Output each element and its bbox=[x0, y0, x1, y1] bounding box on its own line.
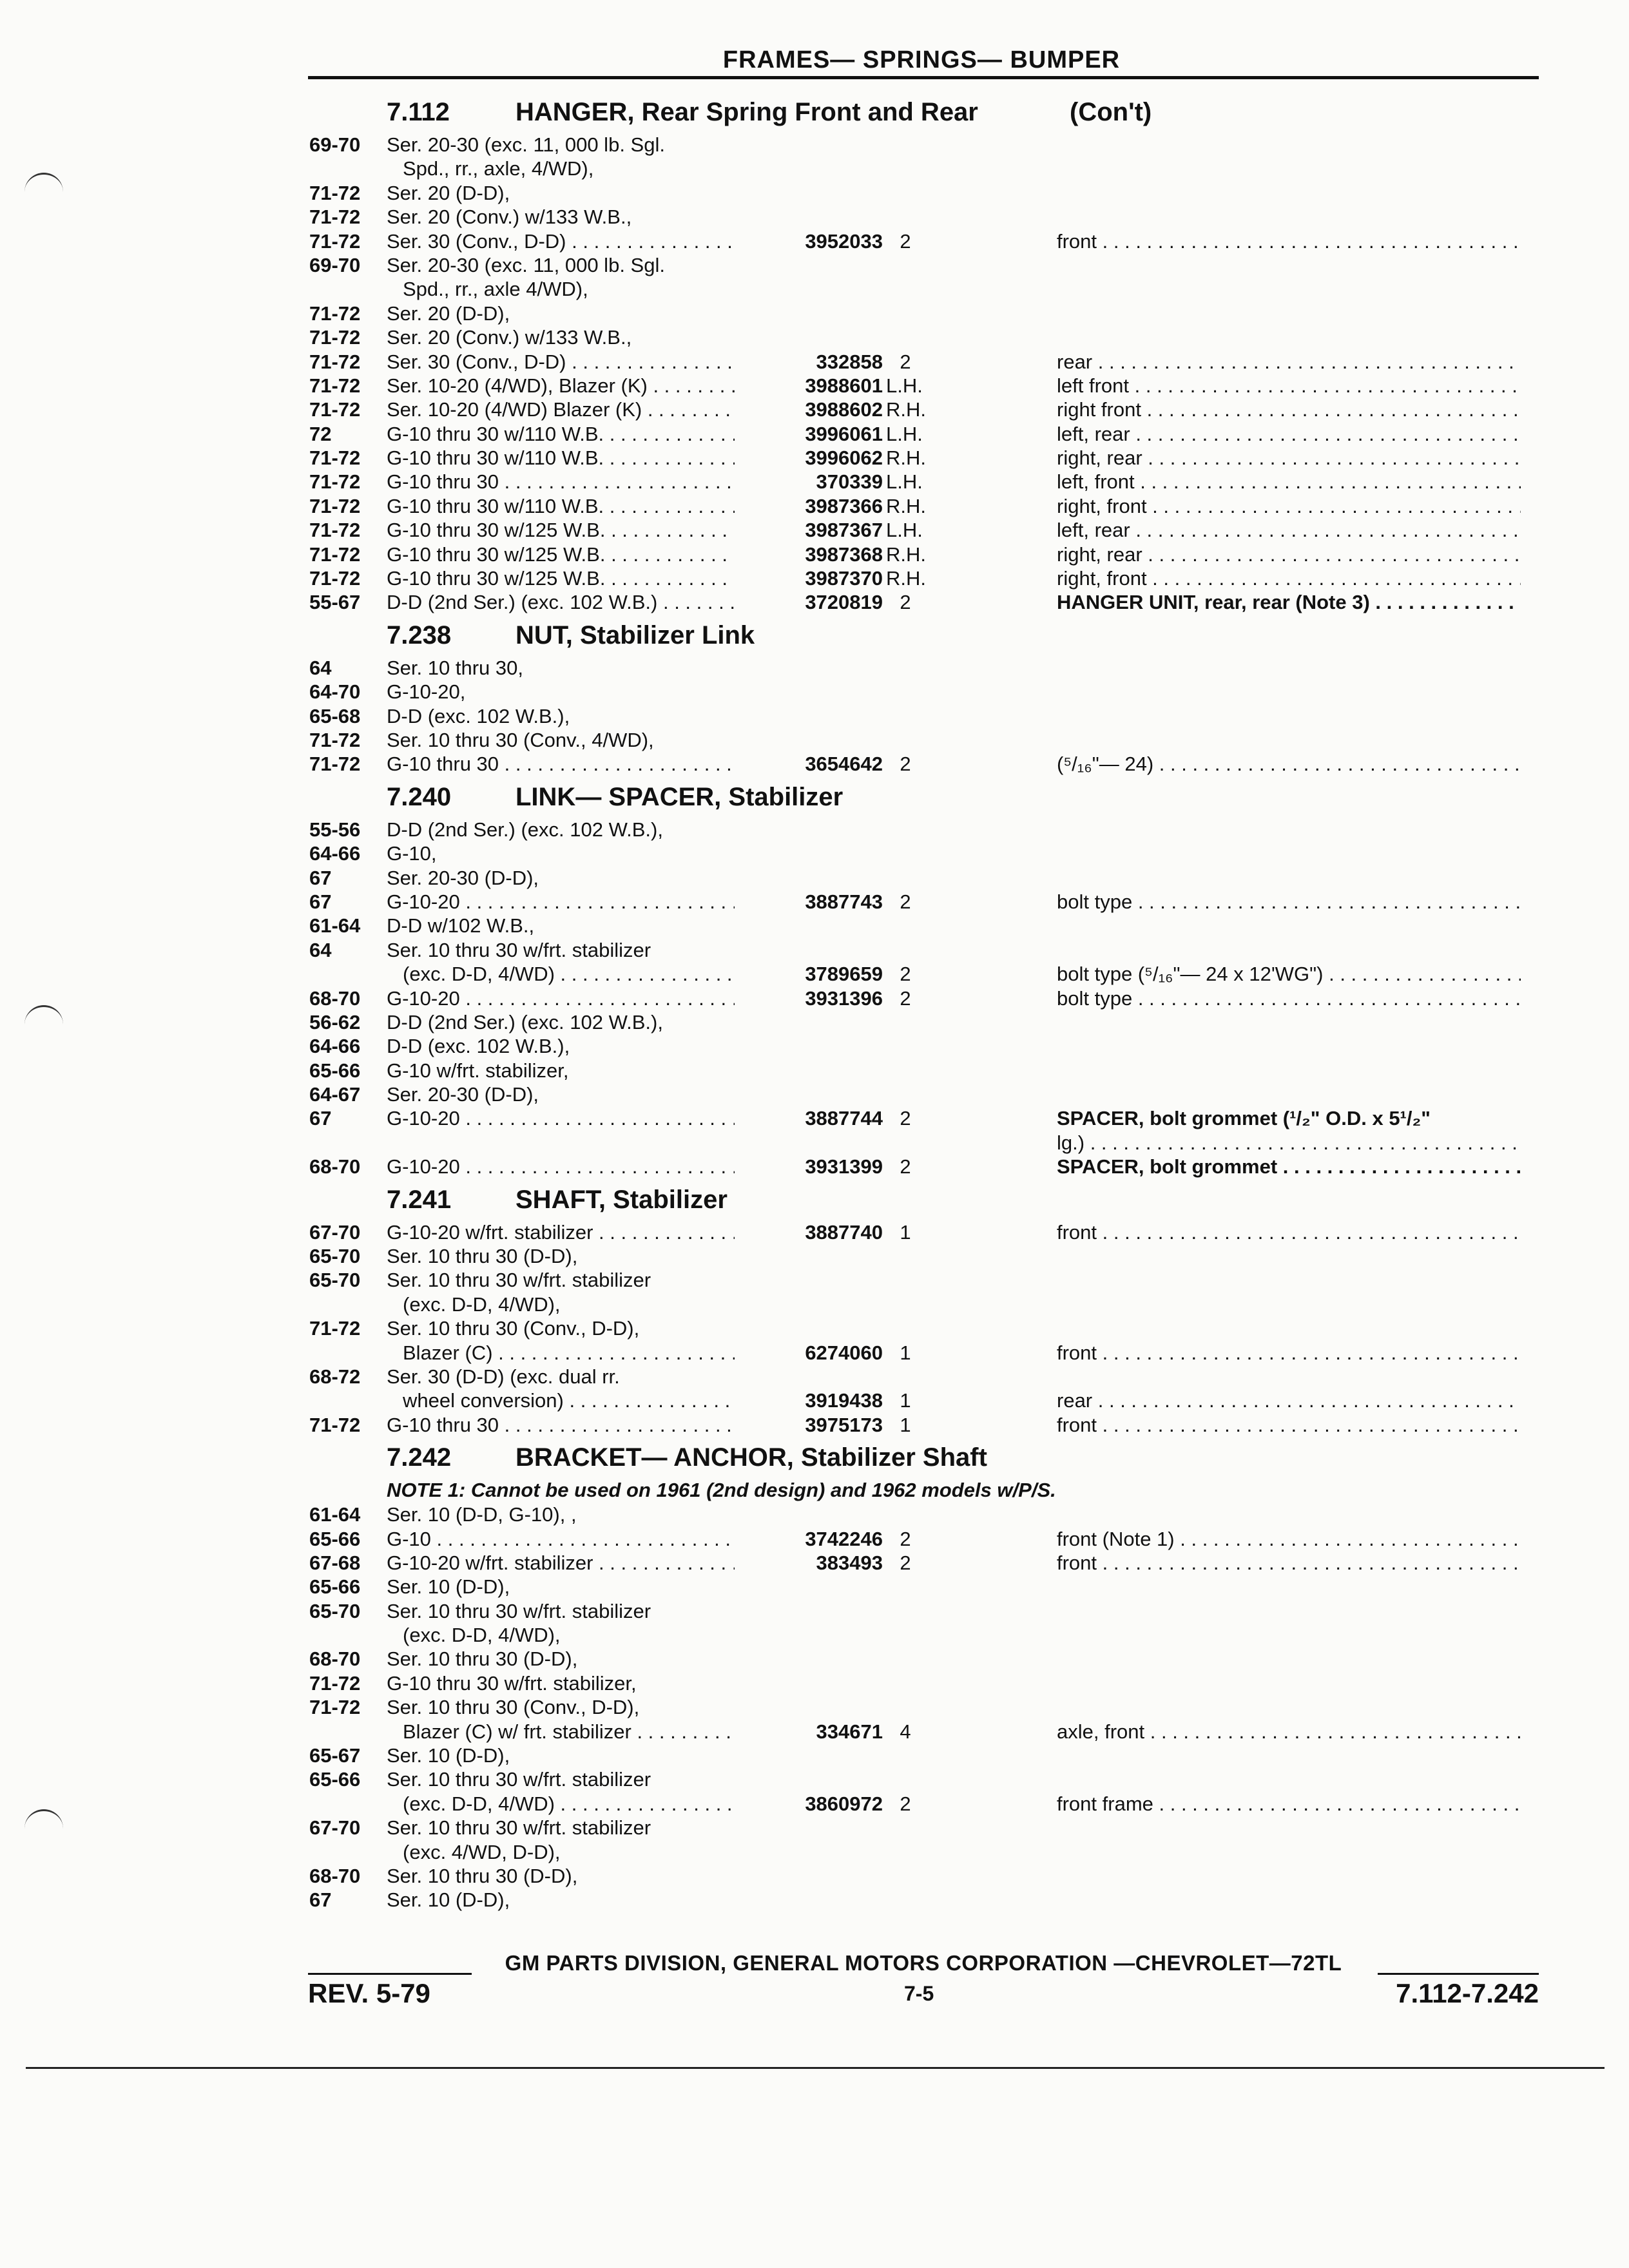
model-years: 71-72 bbox=[309, 567, 361, 590]
section-heading bbox=[0, 1179, 1629, 1220]
application-description: G-10 thru 30 w/125 W.B. . . . bbox=[387, 543, 735, 566]
parts-row bbox=[0, 374, 1629, 398]
application-description: D-D (2nd Ser.) (exc. 102 W.B.) . . . bbox=[387, 590, 735, 614]
quantity: 1 bbox=[900, 1220, 911, 1244]
remarks: bolt type . . . bbox=[1057, 890, 1521, 914]
application-description: G-10-20, bbox=[387, 680, 466, 704]
parts-row bbox=[0, 1744, 1629, 1767]
section-heading bbox=[0, 615, 1629, 656]
parts-row bbox=[0, 1527, 1629, 1551]
quantity: 4 bbox=[900, 1720, 911, 1743]
model-years: 65-70 bbox=[309, 1269, 361, 1292]
parts-row bbox=[0, 1671, 1629, 1695]
parts-row bbox=[0, 253, 1629, 277]
parts-row bbox=[0, 1155, 1629, 1178]
part-number: 3996061 bbox=[805, 422, 883, 445]
parts-row bbox=[0, 229, 1629, 253]
parts-row bbox=[0, 728, 1629, 752]
parts-row bbox=[0, 494, 1629, 518]
parts-row bbox=[0, 1840, 1629, 1864]
side-designation: L.H. bbox=[886, 519, 923, 542]
application-description: Ser. 10 thru 30 (D-D), bbox=[387, 1245, 578, 1268]
side-designation: R.H. bbox=[886, 543, 926, 566]
section-number: 7.241 bbox=[387, 1185, 452, 1214]
application-description: (exc. D-D, 4/WD) . . . bbox=[403, 962, 735, 986]
model-years: 72 bbox=[309, 422, 332, 445]
parts-row bbox=[0, 1293, 1629, 1316]
model-years: 65-68 bbox=[309, 704, 361, 727]
part-number: 3987366 bbox=[805, 494, 883, 517]
parts-row bbox=[0, 1341, 1629, 1365]
quantity: 2 bbox=[900, 890, 911, 913]
quantity: 2 bbox=[900, 1107, 911, 1130]
application-description: G-10, bbox=[387, 842, 437, 865]
application-description: (exc. 4/WD, D-D), bbox=[403, 1840, 561, 1863]
model-years: 65-66 bbox=[309, 1527, 361, 1550]
remarks: bolt type . . . bbox=[1057, 986, 1521, 1010]
remarks: axle, front . . . bbox=[1057, 1720, 1521, 1744]
part-number: 3789659 bbox=[805, 963, 883, 986]
parts-row bbox=[0, 841, 1629, 865]
model-years: 71-72 bbox=[309, 494, 361, 517]
quantity: 1 bbox=[900, 1389, 911, 1412]
section-number: 7.112 bbox=[387, 98, 450, 126]
quantity: 2 bbox=[900, 229, 911, 253]
model-years: 67 bbox=[309, 1888, 332, 1912]
parts-row bbox=[0, 1792, 1629, 1816]
model-years: 67-68 bbox=[309, 1551, 361, 1574]
side-designation: L.H. bbox=[886, 422, 923, 445]
parts-row bbox=[0, 590, 1629, 614]
model-years: 61-64 bbox=[309, 1503, 361, 1526]
application-description: G-10-20 . . . bbox=[387, 986, 735, 1010]
note-text: NOTE 1: Cannot be used on 1961 (2nd design) and 1962 models w/P/S. bbox=[387, 1479, 1056, 1502]
parts-row bbox=[0, 704, 1629, 728]
application-description: G-10-20 . . . bbox=[387, 1155, 735, 1178]
model-years: 65-66 bbox=[309, 1059, 361, 1082]
remarks: front . . . bbox=[1057, 1220, 1521, 1244]
application-description: Ser. 10 (D-D), bbox=[387, 1744, 510, 1767]
remarks: front frame . . . bbox=[1057, 1792, 1521, 1816]
model-years: 71-72 bbox=[309, 350, 361, 373]
application-description: G-10 thru 30 w/frt. stabilizer, bbox=[387, 1671, 637, 1695]
part-number: 3988602 bbox=[805, 398, 883, 421]
application-description: G-10 thru 30 . . . bbox=[387, 470, 735, 494]
parts-row bbox=[0, 1389, 1629, 1412]
model-years: 65-67 bbox=[309, 1744, 361, 1767]
section-heading bbox=[0, 776, 1629, 818]
remarks: bolt type (⁵/₁₆"— 24 x 12'WG") . . . bbox=[1057, 962, 1521, 986]
model-years: 67 bbox=[309, 890, 332, 913]
remarks: front . . . bbox=[1057, 1551, 1521, 1575]
model-years: 71-72 bbox=[309, 374, 361, 397]
application-description: Ser. 10 (D-D), bbox=[387, 1575, 510, 1599]
application-description: G-10 w/frt. stabilizer, bbox=[387, 1059, 569, 1082]
application-description: Spd., rr., axle, 4/WD), bbox=[403, 157, 594, 180]
section-title: BRACKET— ANCHOR, Stabilizer Shaft bbox=[516, 1443, 987, 1472]
section-title: NUT, Stabilizer Link bbox=[516, 620, 755, 649]
model-years: 68-70 bbox=[309, 1865, 361, 1887]
parts-row bbox=[0, 470, 1629, 494]
part-number: 334671 bbox=[816, 1720, 883, 1743]
parts-row bbox=[0, 1623, 1629, 1647]
model-years: 61-64 bbox=[309, 914, 361, 937]
part-number: 3742246 bbox=[805, 1527, 883, 1550]
application-description: Blazer (C) . . . bbox=[403, 1341, 735, 1365]
application-description: Ser. 10 thru 30 w/frt. stabilizer bbox=[387, 938, 651, 961]
application-description: G-10 thru 30 . . . bbox=[387, 1413, 735, 1437]
quantity: 2 bbox=[900, 753, 911, 776]
model-years: 71-72 bbox=[309, 229, 361, 253]
application-description: (exc. D-D, 4/WD), bbox=[403, 1624, 561, 1647]
parts-row bbox=[0, 1244, 1629, 1268]
model-years: 71-72 bbox=[309, 1317, 361, 1340]
model-years: 68-70 bbox=[309, 1648, 361, 1671]
part-number: 3887740 bbox=[805, 1220, 883, 1244]
parts-row bbox=[0, 1413, 1629, 1437]
quantity: 2 bbox=[900, 1155, 911, 1178]
application-description: Ser. 30 (Conv., D-D) . . . bbox=[387, 350, 735, 374]
parts-row bbox=[0, 1767, 1629, 1791]
application-description: Blazer (C) w/ frt. stabilizer . . . bbox=[403, 1720, 735, 1744]
parts-row bbox=[0, 398, 1629, 421]
remarks: right, front . . . bbox=[1057, 566, 1521, 590]
model-years: 71-72 bbox=[309, 398, 361, 421]
section-heading bbox=[0, 91, 1629, 133]
model-years: 71-72 bbox=[309, 753, 361, 776]
model-years: 67 bbox=[309, 866, 332, 889]
application-description: Ser. 10 thru 30, bbox=[387, 656, 523, 679]
page-header: FRAMES— SPRINGS— BUMPER bbox=[722, 46, 1121, 73]
part-number: 3860972 bbox=[805, 1792, 883, 1815]
parts-row bbox=[0, 1268, 1629, 1292]
application-description: Ser. 10 thru 30 (D-D), bbox=[387, 1865, 578, 1887]
part-number: 3988601 bbox=[805, 374, 883, 397]
part-number: 3654642 bbox=[805, 753, 883, 776]
section-heading bbox=[0, 1437, 1629, 1478]
application-description: Ser. 30 (Conv., D-D) . . . bbox=[387, 229, 735, 253]
model-years: 64-67 bbox=[309, 1083, 361, 1106]
parts-row bbox=[0, 656, 1629, 680]
application-description: Ser. 10-20 (4/WD), Blazer (K) . . . bbox=[387, 374, 735, 398]
model-years: 65-70 bbox=[309, 1245, 361, 1268]
model-years: 71-72 bbox=[309, 519, 361, 542]
part-number: 3887743 bbox=[805, 890, 883, 913]
application-description: D-D (2nd Ser.) (exc. 102 W.B.), bbox=[387, 818, 663, 841]
section-number: 7.242 bbox=[387, 1443, 452, 1472]
parts-row bbox=[0, 1010, 1629, 1034]
remarks: lg.) . . . bbox=[1057, 1131, 1521, 1155]
parts-row bbox=[0, 890, 1629, 914]
model-years: 68-70 bbox=[309, 1155, 361, 1178]
parts-row bbox=[0, 446, 1629, 470]
part-number: 383493 bbox=[816, 1551, 883, 1574]
parts-row bbox=[0, 518, 1629, 542]
application-description: D-D w/102 W.B., bbox=[387, 914, 535, 937]
application-description: Ser. 10 (D-D), bbox=[387, 1888, 510, 1912]
application-description: Ser. 10 thru 30 w/frt. stabilizer bbox=[387, 1816, 651, 1840]
quantity: 2 bbox=[900, 591, 911, 614]
part-number: 3931399 bbox=[805, 1155, 883, 1178]
model-years: 69-70 bbox=[309, 253, 361, 276]
remarks: left, front . . . bbox=[1057, 470, 1521, 494]
application-description: Ser. 20 (D-D), bbox=[387, 181, 510, 204]
application-description: Ser. 10 thru 30 w/frt. stabilizer bbox=[387, 1269, 651, 1292]
application-description: wheel conversion) . . . bbox=[403, 1389, 735, 1412]
model-years: 67-70 bbox=[309, 1220, 361, 1244]
part-number: 3987370 bbox=[805, 567, 883, 590]
parts-row bbox=[0, 1316, 1629, 1340]
parts-row bbox=[0, 1816, 1629, 1840]
parts-row bbox=[0, 422, 1629, 446]
parts-row bbox=[0, 1503, 1629, 1526]
parts-row bbox=[0, 752, 1629, 776]
remarks: left, rear . . . bbox=[1057, 422, 1521, 446]
application-description: D-D (2nd Ser.) (exc. 102 W.B.), bbox=[387, 1010, 663, 1033]
application-description: Ser. 20-30 (D-D), bbox=[387, 1083, 539, 1106]
model-years: 64-70 bbox=[309, 680, 361, 704]
application-description: (exc. D-D, 4/WD), bbox=[403, 1293, 561, 1316]
application-description: Ser. 30 (D-D) (exc. dual rr. bbox=[387, 1365, 620, 1388]
application-description: D-D (exc. 102 W.B.), bbox=[387, 1035, 570, 1058]
application-description: G-10 thru 30 w/110 W.B. . . . bbox=[387, 446, 735, 470]
model-years: 64 bbox=[309, 938, 332, 961]
application-description: G-10-20 . . . bbox=[387, 890, 735, 914]
model-years: 69-70 bbox=[309, 133, 361, 156]
parts-row bbox=[0, 1551, 1629, 1575]
remarks: rear . . . bbox=[1057, 350, 1521, 374]
page-footer bbox=[308, 1951, 1539, 2028]
application-description: Ser. 10 thru 30 (Conv., D-D), bbox=[387, 1696, 640, 1719]
side-designation: L.H. bbox=[886, 374, 923, 397]
model-years: 71-72 bbox=[309, 543, 361, 566]
section-note bbox=[0, 1478, 1629, 1503]
remarks: front . . . bbox=[1057, 229, 1521, 253]
parts-row bbox=[0, 1034, 1629, 1058]
quantity: 1 bbox=[900, 1341, 911, 1364]
quantity: 1 bbox=[900, 1413, 911, 1436]
model-years: 64-66 bbox=[309, 842, 361, 865]
remarks: (⁵/₁₆"— 24) . . . bbox=[1057, 752, 1521, 776]
part-number: 332858 bbox=[816, 350, 883, 373]
application-description: G-10 . . . bbox=[387, 1527, 735, 1551]
model-years: 64 bbox=[309, 656, 332, 679]
parts-row bbox=[0, 133, 1629, 157]
model-years: 65-70 bbox=[309, 1599, 361, 1622]
parts-row bbox=[0, 1131, 1629, 1155]
model-years: 68-72 bbox=[309, 1365, 361, 1388]
parts-row bbox=[0, 1082, 1629, 1106]
remarks: SPACER, bolt grommet (¹/₂" O.D. x 5¹/₂" bbox=[1057, 1107, 1431, 1130]
remarks: right, rear . . . bbox=[1057, 446, 1521, 470]
model-years: 71-72 bbox=[309, 1696, 361, 1719]
quantity: 2 bbox=[900, 1551, 911, 1574]
parts-row bbox=[0, 350, 1629, 374]
side-designation: R.H. bbox=[886, 494, 926, 517]
parts-row bbox=[0, 938, 1629, 962]
parts-row bbox=[0, 1059, 1629, 1082]
parts-row bbox=[0, 1864, 1629, 1888]
parts-row bbox=[0, 962, 1629, 986]
application-description: Ser. 20-30 (D-D), bbox=[387, 866, 539, 889]
part-number: 3952033 bbox=[805, 229, 883, 253]
model-years: 56-62 bbox=[309, 1010, 361, 1033]
quantity: 2 bbox=[900, 1527, 911, 1550]
bottom-rule bbox=[26, 2067, 1605, 2069]
parts-row bbox=[0, 680, 1629, 704]
model-years: 71-72 bbox=[309, 326, 361, 349]
parts-row bbox=[0, 325, 1629, 349]
part-number: 3987367 bbox=[805, 519, 883, 542]
application-description: Ser. 10 thru 30 (D-D), bbox=[387, 1648, 578, 1671]
model-years: 67-70 bbox=[309, 1816, 361, 1840]
application-description: G-10 thru 30 w/110 W.B. . . . bbox=[387, 422, 735, 446]
parts-listing bbox=[0, 91, 1629, 1912]
remarks: left, rear . . . bbox=[1057, 518, 1521, 542]
model-years: 71-72 bbox=[309, 1413, 361, 1436]
quantity: 2 bbox=[900, 1792, 911, 1815]
parts-row bbox=[0, 818, 1629, 841]
parts-row bbox=[0, 1720, 1629, 1744]
page-number: 7-5 bbox=[904, 1982, 934, 2005]
application-description: G-10 thru 30 w/110 W.B. . . . bbox=[387, 494, 735, 518]
application-description: G-10 thru 30 w/125 W.B. . . . bbox=[387, 566, 735, 590]
application-description: Ser. 10 thru 30 (Conv., 4/WD), bbox=[387, 728, 654, 751]
application-description: Spd., rr., axle 4/WD), bbox=[403, 278, 588, 301]
model-years: 71-72 bbox=[309, 728, 361, 751]
model-years: 64-66 bbox=[309, 1035, 361, 1058]
remarks: right front . . . bbox=[1057, 398, 1521, 421]
section-number: 7.238 bbox=[387, 620, 452, 649]
parts-row bbox=[0, 914, 1629, 937]
model-years: 71-72 bbox=[309, 181, 361, 204]
parts-row bbox=[0, 543, 1629, 566]
part-number: 3720819 bbox=[805, 591, 883, 614]
remarks: front . . . bbox=[1057, 1413, 1521, 1437]
model-years: 71-72 bbox=[309, 206, 361, 229]
application-description: D-D (exc. 102 W.B.), bbox=[387, 704, 570, 727]
parts-row bbox=[0, 1220, 1629, 1244]
section-range: 7.112-7.242 bbox=[1396, 1978, 1539, 2008]
application-description: Ser. 20 (Conv.) w/133 W.B., bbox=[387, 326, 632, 349]
model-years: 71-72 bbox=[309, 1671, 361, 1695]
application-description: G-10 thru 30 . . . bbox=[387, 752, 735, 776]
quantity: 2 bbox=[900, 350, 911, 373]
parts-row bbox=[0, 181, 1629, 205]
part-number: 3931396 bbox=[805, 986, 883, 1010]
side-designation: L.H. bbox=[886, 470, 923, 494]
model-years: 71-72 bbox=[309, 302, 361, 325]
remarks: HANGER UNIT, rear, rear (Note 3) . . . bbox=[1057, 590, 1521, 614]
parts-row bbox=[0, 1647, 1629, 1671]
parts-row bbox=[0, 302, 1629, 325]
application-description: Ser. 20-30 (exc. 11, 000 lb. Sgl. bbox=[387, 253, 665, 276]
parts-row bbox=[0, 1365, 1629, 1389]
application-description: (exc. D-D, 4/WD) . . . bbox=[403, 1792, 735, 1816]
part-number: 370339 bbox=[816, 470, 883, 494]
parts-row bbox=[0, 1575, 1629, 1599]
header-rule bbox=[308, 76, 1539, 79]
section-title: SHAFT, Stabilizer bbox=[516, 1185, 728, 1214]
remarks: rear . . . bbox=[1057, 1389, 1521, 1412]
application-description: Ser. 10 (D-D, G-10), , bbox=[387, 1503, 577, 1526]
parts-row bbox=[0, 566, 1629, 590]
part-number: 3987368 bbox=[805, 543, 883, 566]
part-number: 6274060 bbox=[805, 1341, 883, 1364]
application-description: Ser. 10-20 (4/WD) Blazer (K) . . . bbox=[387, 398, 735, 421]
parts-row bbox=[0, 866, 1629, 890]
side-designation: R.H. bbox=[886, 398, 926, 421]
model-years: 67 bbox=[309, 1107, 332, 1130]
parts-row bbox=[0, 157, 1629, 180]
continued-label: (Con't) bbox=[1070, 98, 1152, 126]
model-years: 65-66 bbox=[309, 1575, 361, 1599]
application-description: Ser. 10 thru 30 w/frt. stabilizer bbox=[387, 1599, 651, 1622]
remarks: right, front . . . bbox=[1057, 494, 1521, 518]
model-years: 65-66 bbox=[309, 1768, 361, 1791]
parts-row bbox=[0, 1695, 1629, 1719]
parts-row bbox=[0, 1106, 1629, 1130]
parts-row bbox=[0, 986, 1629, 1010]
application-description: G-10-20 . . . bbox=[387, 1106, 735, 1130]
quantity: 2 bbox=[900, 986, 911, 1010]
parts-row bbox=[0, 277, 1629, 301]
footer-corporation: GM PARTS DIVISION, GENERAL MOTORS CORPORATION —CHEVROLET—72TL bbox=[505, 1951, 1342, 1975]
parts-row bbox=[0, 1888, 1629, 1912]
parts-row bbox=[0, 1599, 1629, 1623]
application-description: Ser. 20 (D-D), bbox=[387, 302, 510, 325]
application-description: Ser. 20 (Conv.) w/133 W.B., bbox=[387, 206, 632, 229]
application-description: Ser. 20-30 (exc. 11, 000 lb. Sgl. bbox=[387, 133, 665, 156]
part-number: 3996062 bbox=[805, 447, 883, 470]
part-number: 3975173 bbox=[805, 1413, 883, 1436]
parts-row bbox=[0, 205, 1629, 229]
footer-rule-right bbox=[1378, 1973, 1539, 1975]
part-number: 3919438 bbox=[805, 1389, 883, 1412]
model-years: 55-56 bbox=[309, 818, 361, 841]
quantity: 2 bbox=[900, 963, 911, 986]
remarks: left front . . . bbox=[1057, 374, 1521, 398]
side-designation: R.H. bbox=[886, 567, 926, 590]
application-description: G-10-20 w/frt. stabilizer . . . bbox=[387, 1551, 735, 1575]
model-years: 71-72 bbox=[309, 470, 361, 494]
application-description: G-10-20 w/frt. stabilizer . . . bbox=[387, 1220, 735, 1244]
application-description: Ser. 10 thru 30 (Conv., D-D), bbox=[387, 1317, 640, 1340]
application-description: G-10 thru 30 w/125 W.B. . . . bbox=[387, 518, 735, 542]
section-number: 7.240 bbox=[387, 782, 452, 811]
revision-label: REV. 5-79 bbox=[308, 1978, 430, 2008]
model-years: 68-70 bbox=[309, 986, 361, 1010]
remarks: SPACER, bolt grommet . . . bbox=[1057, 1155, 1521, 1178]
remarks: right, rear . . . bbox=[1057, 543, 1521, 566]
section-title: HANGER, Rear Spring Front and Rear bbox=[516, 98, 978, 126]
section-title: LINK— SPACER, Stabilizer bbox=[516, 782, 843, 811]
part-number: 3887744 bbox=[805, 1107, 883, 1130]
remarks: front . . . bbox=[1057, 1341, 1521, 1365]
model-years: 71-72 bbox=[309, 447, 361, 470]
model-years: 55-67 bbox=[309, 591, 361, 614]
remarks: front (Note 1) . . . bbox=[1057, 1527, 1521, 1551]
application-description: Ser. 10 thru 30 w/frt. stabilizer bbox=[387, 1768, 651, 1791]
side-designation: R.H. bbox=[886, 447, 926, 470]
